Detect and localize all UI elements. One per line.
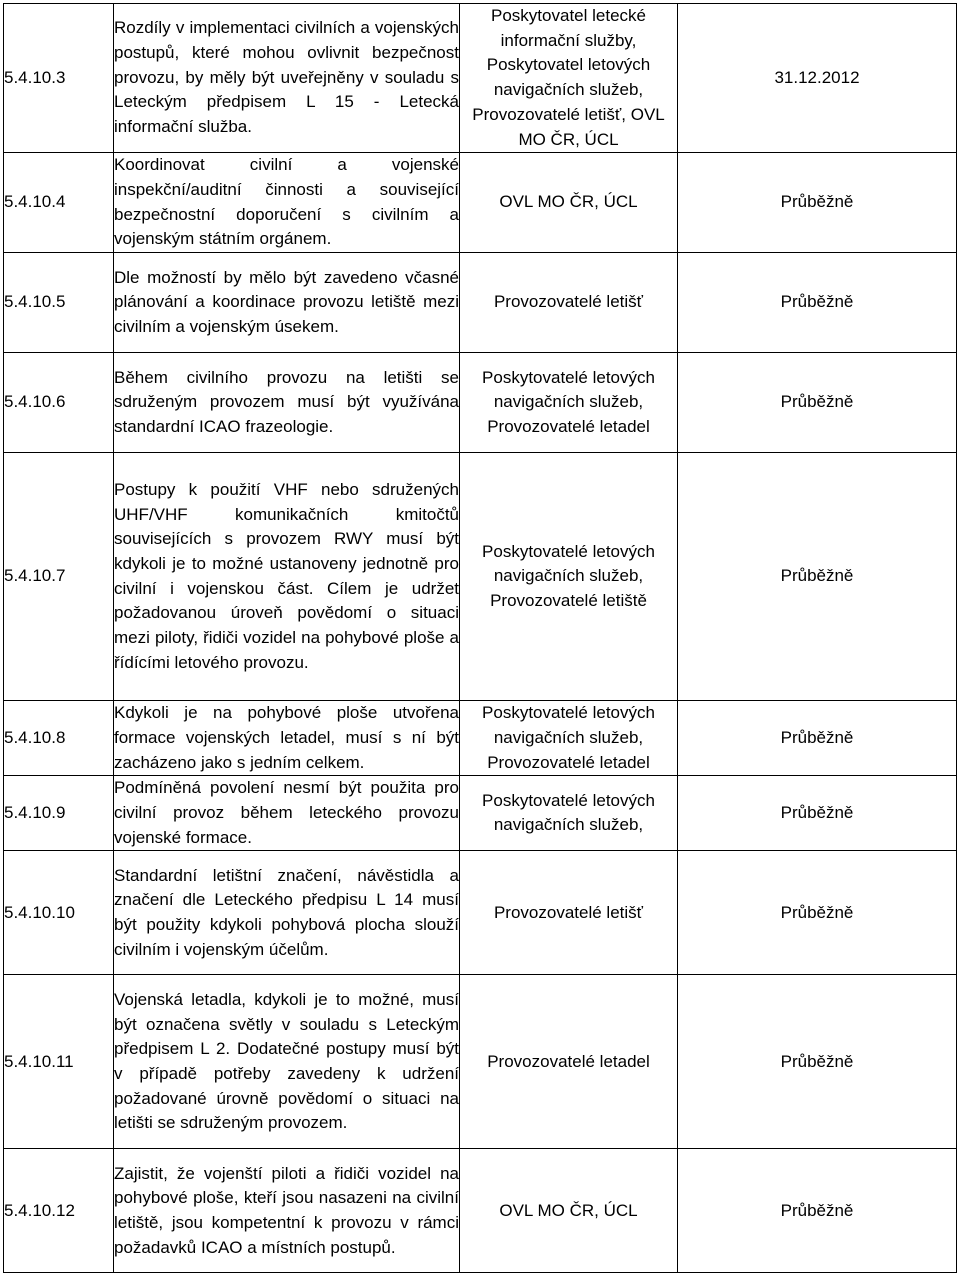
measure-responsible: Poskytovatelé letových navigačních služeb, Provozovatelé letadel (460, 353, 678, 453)
measure-responsible: Provozovatelé letišť (460, 253, 678, 353)
measure-responsible: Poskytovatel letecké informační služby, Poskytovatel letových navigačních služeb, Provozovatelé letišť, OVL MO ČR, ÚCL (460, 4, 678, 153)
measure-text: Postupy k použití VHF nebo sdružených UHF/VHF komunikačních kmitočtů souvisejících s provozem RWY musí být kdykoli je to možné ustanoveny jednotně pro civilní i vojenskou část. Cílem je udržet požadovanou úroveň povědomí o situaci mezi piloty, řidiči vozidel na pohybové ploše a řídícími letového provozu. (114, 453, 460, 701)
measure-text: Kdykoli je na pohybové ploše utvořena formace vojenských letadel, musí s ní být zacházeno jako s jedním celkem. (114, 701, 460, 776)
measure-responsible: OVL MO ČR, ÚCL (460, 1149, 678, 1273)
measure-id: 5.4.10.4 (4, 153, 114, 253)
measure-id: 5.4.10.12 (4, 1149, 114, 1273)
measure-responsible: Provozovatelé letišť (460, 851, 678, 975)
table-row (4, 776, 957, 851)
table-row (4, 253, 957, 353)
measure-id: 5.4.10.10 (4, 851, 114, 975)
measure-text: Podmíněná povolení nesmí být použita pro civilní provoz během leteckého provozu vojenské formace. (114, 776, 460, 851)
table-row (4, 153, 957, 253)
measure-text: Zajistit, že vojenští piloti a řidiči vozidel na pohybové ploše, kteří jsou nasazeni na civilní letiště, jsou kompetentní k provozu v rámci požadavků ICAO a místních postupů. (114, 1149, 460, 1273)
measure-id: 5.4.10.3 (4, 4, 114, 153)
table-row (4, 975, 957, 1149)
table-row (4, 453, 957, 701)
measure-deadline: Průběžně (678, 353, 957, 453)
measure-responsible: Poskytovatelé letových navigačních služeb, Provozovatelé letadel (460, 701, 678, 776)
table-row (4, 1149, 957, 1273)
measure-deadline: Průběžně (678, 975, 957, 1149)
table-row (4, 851, 957, 975)
measure-deadline: 31.12.2012 (678, 4, 957, 153)
measure-id: 5.4.10.9 (4, 776, 114, 851)
measure-deadline: Průběžně (678, 776, 957, 851)
measure-deadline: Průběžně (678, 851, 957, 975)
measure-id: 5.4.10.11 (4, 975, 114, 1149)
measure-id: 5.4.10.7 (4, 453, 114, 701)
measure-text: Koordinovat civilní a vojenské inspekční/auditní činnosti a související bezpečnostní doporučení s civilním a vojenským státním orgánem. (114, 153, 460, 253)
measure-deadline: Průběžně (678, 153, 957, 253)
measure-text: Rozdíly v implementaci civilních a vojenských postupů, které mohou ovlivnit bezpečnost provozu, by měly být uveřejněny v souladu s Leteckým předpisem L 15 - Letecká informační služba. (114, 4, 460, 153)
measure-responsible: Provozovatelé letadel (460, 975, 678, 1149)
measure-responsible: OVL MO ČR, ÚCL (460, 153, 678, 253)
measure-id: 5.4.10.6 (4, 353, 114, 453)
measure-deadline: Průběžně (678, 253, 957, 353)
measure-responsible: Poskytovatelé letových navigačních služeb, Provozovatelé letiště (460, 453, 678, 701)
measure-text: Standardní letištní značení, návěstidla a značení dle Leteckého předpisu L 14 musí být použity kdykoli pohybová plocha slouží civilním i vojenským účelům. (114, 851, 460, 975)
measure-id: 5.4.10.5 (4, 253, 114, 353)
measure-text: Dle možností by mělo být zavedeno včasné plánování a koordinace provozu letiště mezi civilním a vojenským úsekem. (114, 253, 460, 353)
table-row (4, 701, 957, 776)
measure-text: Během civilního provozu na letišti se sdruženým provozem musí být využívána standardní ICAO frazeologie. (114, 353, 460, 453)
measure-deadline: Průběžně (678, 701, 957, 776)
measure-text: Vojenská letadla, kdykoli je to možné, musí být označena světly v souladu s Leteckým předpisem L 2. Dodatečné postupy musí být v případě potřeby zavedeny k udržení požadované úrovně povědomí o situaci na letišti se sdruženým provozem. (114, 975, 460, 1149)
table-row (4, 4, 957, 153)
measure-deadline: Průběžně (678, 453, 957, 701)
table-row (4, 353, 957, 453)
measure-responsible: Poskytovatelé letových navigačních služeb, (460, 776, 678, 851)
measures-table (3, 3, 957, 1273)
measure-deadline: Průběžně (678, 1149, 957, 1273)
measure-id: 5.4.10.8 (4, 701, 114, 776)
